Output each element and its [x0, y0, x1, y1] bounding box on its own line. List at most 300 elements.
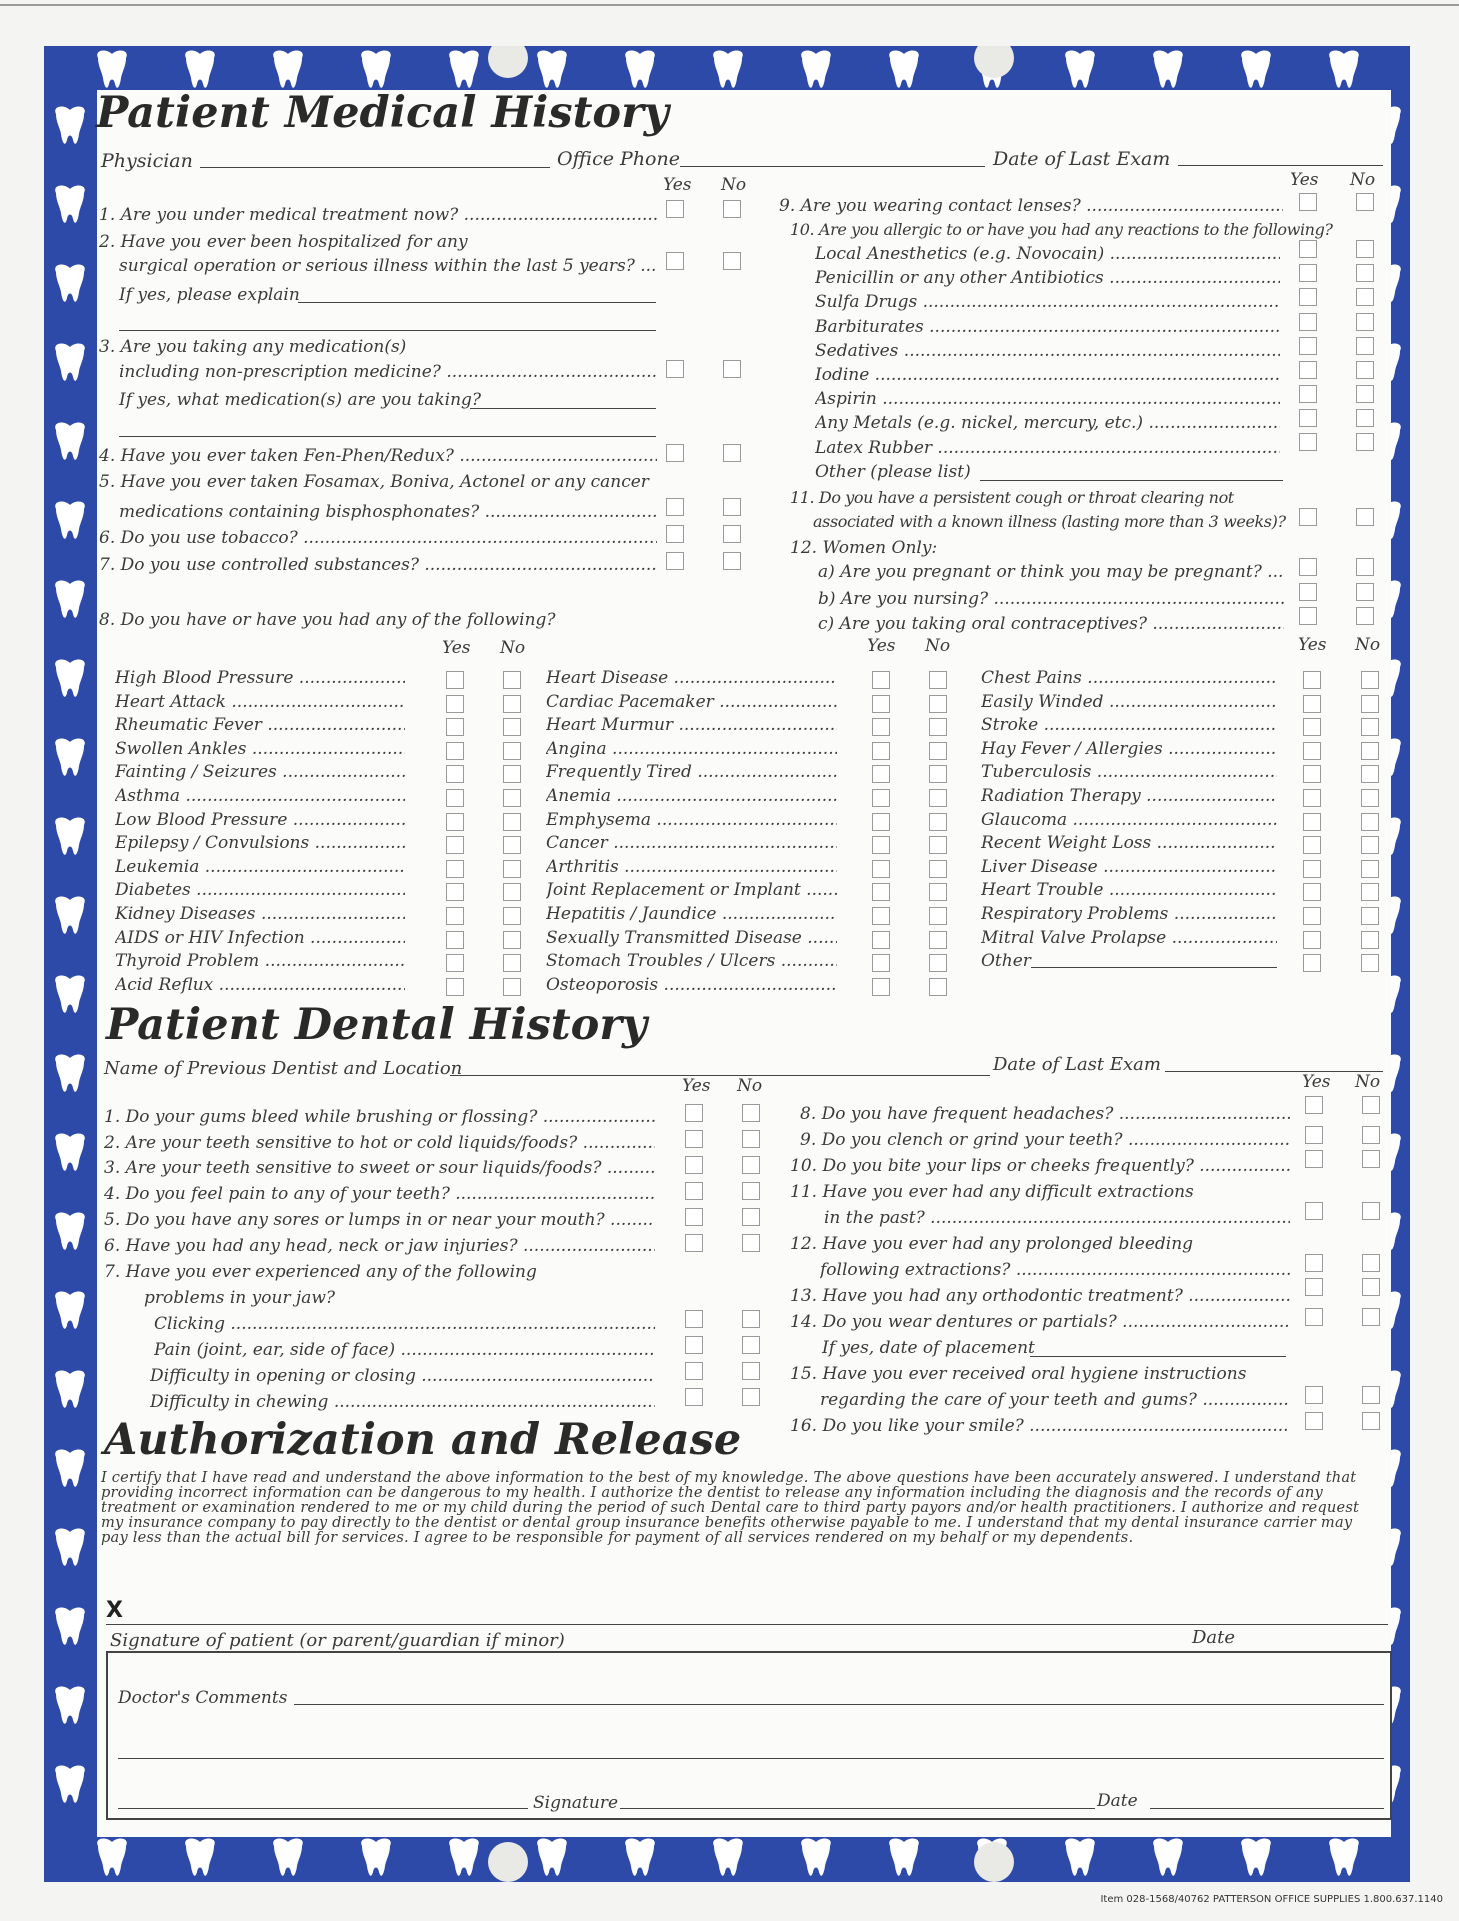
yes-checkbox[interactable] — [872, 978, 890, 996]
condition-item: Sexually Transmitted Disease ..... — [546, 928, 837, 948]
yes-header: Yes — [682, 1076, 711, 1096]
condition-item: Low Blood Pressure ..... — [115, 810, 405, 830]
dental-question: 12. Have you ever had any prolonged bleeding — [790, 1234, 1194, 1254]
condition-item: Swollen Ankles ..... — [115, 739, 405, 759]
patient-signature-field[interactable] — [106, 1624, 1388, 1625]
no-checkbox[interactable] — [503, 836, 521, 854]
no-checkbox[interactable] — [742, 1156, 760, 1174]
yes-checkbox[interactable] — [1299, 337, 1317, 355]
tooth-icon — [1241, 51, 1271, 88]
yes-checkbox[interactable] — [1299, 583, 1317, 601]
dental-question: If yes, date of placement — [822, 1338, 1035, 1358]
signature-x: X — [106, 1598, 123, 1623]
yes-checkbox[interactable] — [685, 1130, 703, 1148]
tooth-icon — [185, 51, 215, 88]
yes-checkbox[interactable] — [666, 498, 684, 516]
doctor-comments-line[interactable] — [294, 1704, 1384, 1705]
no-checkbox[interactable] — [503, 978, 521, 996]
no-checkbox[interactable] — [929, 813, 947, 831]
yes-checkbox[interactable] — [1305, 1386, 1323, 1404]
medical-question: If yes, what medication(s) are you taking? — [119, 390, 482, 410]
tooth-icon — [55, 976, 85, 1013]
dental-question: 13. Have you had any orthodontic treatment? ..... — [790, 1286, 1290, 1306]
medical-question: 12. Women Only: — [790, 538, 938, 558]
no-checkbox[interactable] — [929, 718, 947, 736]
no-checkbox[interactable] — [1362, 1202, 1380, 1220]
no-checkbox[interactable] — [1361, 883, 1379, 901]
yes-checkbox[interactable] — [1303, 765, 1321, 783]
no-checkbox[interactable] — [1361, 954, 1379, 972]
no-checkbox[interactable] — [503, 860, 521, 878]
tooth-icon — [889, 1839, 919, 1876]
yes-checkbox[interactable] — [666, 552, 684, 570]
medical-question: If yes, please explain — [119, 285, 300, 305]
no-checkbox[interactable] — [1356, 313, 1374, 331]
medical-question: 3. Are you taking any medication(s) — [99, 337, 407, 357]
yes-checkbox[interactable] — [1305, 1308, 1323, 1326]
yes-checkbox[interactable] — [666, 525, 684, 543]
yes-checkbox[interactable] — [1299, 288, 1317, 306]
medical-question: 1. Are you under medical treatment now? ..... — [99, 205, 657, 225]
office-phone-field[interactable] — [680, 166, 985, 167]
yes-checkbox[interactable] — [1303, 695, 1321, 713]
other-allergy-field[interactable] — [980, 480, 1283, 481]
medical-question: including non-prescription medicine? ..... — [119, 362, 657, 382]
no-checkbox[interactable] — [1362, 1126, 1380, 1144]
yes-checkbox[interactable] — [666, 444, 684, 462]
no-header: No — [1350, 170, 1376, 190]
tooth-icon — [55, 1213, 85, 1250]
no-checkbox[interactable] — [742, 1130, 760, 1148]
no-checkbox[interactable] — [1356, 409, 1374, 427]
no-checkbox[interactable] — [503, 742, 521, 760]
tooth-icon — [97, 51, 127, 88]
no-checkbox[interactable] — [929, 860, 947, 878]
condition-item: Other — [981, 951, 1031, 972]
tooth-icon — [273, 1839, 303, 1876]
yes-checkbox[interactable] — [446, 742, 464, 760]
yes-checkbox[interactable] — [685, 1310, 703, 1328]
yes-checkbox[interactable] — [1303, 671, 1321, 689]
tooth-icon — [449, 51, 479, 88]
other-condition-field[interactable] — [1031, 967, 1277, 968]
no-checkbox[interactable] — [723, 444, 741, 462]
yes-checkbox[interactable] — [685, 1234, 703, 1252]
yes-checkbox[interactable] — [685, 1336, 703, 1354]
yes-checkbox[interactable] — [685, 1156, 703, 1174]
allergy-item: Sulfa Drugs ..... — [815, 292, 1280, 312]
medication-field[interactable] — [470, 408, 656, 409]
no-checkbox[interactable] — [742, 1310, 760, 1328]
allergy-item: Other (please list) — [815, 461, 971, 482]
dental-question: in the past? ..... — [824, 1208, 1290, 1228]
yes-checkbox[interactable] — [872, 718, 890, 736]
condition-item: High Blood Pressure ..... — [115, 668, 405, 688]
no-checkbox[interactable] — [1362, 1278, 1380, 1296]
yes-checkbox[interactable] — [685, 1388, 703, 1406]
tooth-icon — [537, 1839, 567, 1876]
allergy-item: Local Anesthetics (e.g. Novocain) ..... — [815, 244, 1280, 264]
dental-question: Clicking ..... — [154, 1314, 655, 1334]
no-checkbox[interactable] — [1362, 1386, 1380, 1404]
no-checkbox[interactable] — [1356, 193, 1374, 211]
authorization-text: I certify that I have read and understand the above information to the best of my knowledge. The above questions have been accurately answered. I understand that providing incorrect information can be dangerous to my health. I authorize the dentist to release any information including the diagnosis and the records of any treatment or examination rendered to me or my child during the period of such Dental care to third party payors and/or health practitioners. I authorize and request my insurance company to pay directly to the dentist or dental group insurance benefits otherwise payable to me. I understand that my dental insurance carrier may pay less than the actual bill for services. I agree to be responsible for payment of all services rendered on my behalf or my dependents. — [101, 1469, 1360, 1546]
no-header: No — [737, 1076, 763, 1096]
yes-checkbox[interactable] — [872, 931, 890, 949]
tooth-icon — [1329, 1839, 1359, 1876]
yes-checkbox[interactable] — [1303, 883, 1321, 901]
no-checkbox[interactable] — [929, 765, 947, 783]
dental-question: 9. Do you clench or grind your teeth? ..... — [800, 1130, 1290, 1150]
tooth-icon — [55, 1055, 85, 1092]
no-checkbox[interactable] — [1361, 860, 1379, 878]
no-checkbox[interactable] — [742, 1234, 760, 1252]
yes-checkbox[interactable] — [1299, 193, 1317, 211]
condition-item: Thyroid Problem ..... — [115, 951, 405, 971]
no-checkbox[interactable] — [1361, 671, 1379, 689]
yes-checkbox[interactable] — [1303, 860, 1321, 878]
condition-item: Mitral Valve Prolapse ..... — [981, 928, 1277, 948]
condition-item: Heart Attack ..... — [115, 692, 405, 712]
no-checkbox[interactable] — [1356, 583, 1374, 601]
medical-question: 6. Do you use tobacco? ..... — [99, 528, 657, 548]
tooth-icon — [537, 51, 567, 88]
tooth-icon — [55, 1450, 85, 1487]
explain-field[interactable] — [298, 302, 656, 303]
dental-question: Difficulty in chewing ..... — [150, 1392, 655, 1412]
yes-header: Yes — [1298, 635, 1327, 655]
yes-checkbox[interactable] — [446, 978, 464, 996]
yes-checkbox[interactable] — [1305, 1278, 1323, 1296]
condition-item: Cardiac Pacemaker ..... — [546, 692, 837, 712]
no-checkbox[interactable] — [1361, 742, 1379, 760]
no-checkbox[interactable] — [503, 671, 521, 689]
condition-item: Emphysema ..... — [546, 810, 837, 830]
no-header: No — [1355, 1072, 1381, 1092]
no-checkbox[interactable] — [1361, 907, 1379, 925]
yes-checkbox[interactable] — [1303, 954, 1321, 972]
no-checkbox[interactable] — [742, 1182, 760, 1200]
no-checkbox[interactable] — [929, 883, 947, 901]
no-checkbox[interactable] — [1361, 718, 1379, 736]
no-checkbox[interactable] — [1362, 1254, 1380, 1272]
binder-hole — [974, 1842, 1014, 1882]
no-checkbox[interactable] — [929, 789, 947, 807]
date-last-exam-field[interactable] — [1178, 165, 1383, 166]
yes-checkbox[interactable] — [872, 789, 890, 807]
allergy-item: Sedatives ..... — [815, 341, 1280, 361]
dental-question: 8. Do you have frequent headaches? ..... — [800, 1104, 1290, 1124]
no-checkbox[interactable] — [1356, 337, 1374, 355]
tooth-icon — [55, 1371, 85, 1408]
medical-question: 9. Are you wearing contact lenses? ..... — [779, 196, 1283, 216]
yes-header: Yes — [1290, 170, 1319, 190]
no-checkbox[interactable] — [503, 883, 521, 901]
no-checkbox[interactable] — [1362, 1412, 1380, 1430]
dental-date-label: Date of Last Exam — [993, 1054, 1161, 1075]
yes-checkbox[interactable] — [446, 860, 464, 878]
tooth-icon — [449, 1839, 479, 1876]
condition-item: Asthma ..... — [115, 786, 405, 806]
no-checkbox[interactable] — [929, 836, 947, 854]
no-checkbox[interactable] — [1356, 361, 1374, 379]
condition-item: Liver Disease ..... — [981, 857, 1277, 877]
allergy-item: Latex Rubber ..... — [815, 438, 1280, 458]
yes-header: Yes — [663, 175, 692, 195]
yes-checkbox[interactable] — [446, 695, 464, 713]
yes-checkbox[interactable] — [666, 252, 684, 270]
yes-checkbox[interactable] — [1299, 313, 1317, 331]
yes-header: Yes — [1302, 1072, 1331, 1092]
no-checkbox[interactable] — [1356, 433, 1374, 451]
no-header: No — [925, 636, 951, 656]
placement-date-field[interactable] — [1030, 1356, 1286, 1357]
no-header: No — [1355, 635, 1381, 655]
condition-item: Radiation Therapy ..... — [981, 786, 1277, 806]
yes-checkbox[interactable] — [1303, 907, 1321, 925]
no-checkbox[interactable] — [1361, 789, 1379, 807]
yes-checkbox[interactable] — [666, 360, 684, 378]
no-checkbox[interactable] — [1361, 695, 1379, 713]
no-checkbox[interactable] — [723, 360, 741, 378]
tooth-icon — [185, 1839, 215, 1876]
yes-checkbox[interactable] — [1303, 813, 1321, 831]
tooth-icon — [55, 265, 85, 302]
yes-checkbox[interactable] — [446, 718, 464, 736]
tooth-icon — [55, 502, 85, 539]
page-title: Patient Medical History — [96, 88, 669, 138]
no-checkbox[interactable] — [1362, 1150, 1380, 1168]
no-checkbox[interactable] — [503, 813, 521, 831]
no-checkbox[interactable] — [929, 978, 947, 996]
doctor-comments-line-3[interactable] — [118, 1808, 528, 1809]
medical-question: a) Are you pregnant or think you may be pregnant? ..... — [818, 562, 1284, 582]
yes-checkbox[interactable] — [446, 931, 464, 949]
yes-checkbox[interactable] — [1305, 1150, 1323, 1168]
dental-question: following extractions? ..... — [820, 1260, 1290, 1280]
tooth-icon — [55, 1766, 85, 1803]
tooth-icon — [55, 107, 85, 144]
dental-question: 7. Have you ever experienced any of the following — [104, 1262, 537, 1282]
yes-checkbox[interactable] — [446, 883, 464, 901]
yes-checkbox[interactable] — [1299, 558, 1317, 576]
no-checkbox[interactable] — [723, 252, 741, 270]
no-checkbox[interactable] — [1362, 1308, 1380, 1326]
no-checkbox[interactable] — [742, 1388, 760, 1406]
yes-checkbox[interactable] — [872, 695, 890, 713]
yes-checkbox[interactable] — [446, 907, 464, 925]
yes-checkbox[interactable] — [1305, 1202, 1323, 1220]
yes-checkbox[interactable] — [1305, 1412, 1323, 1430]
medical-question: 7. Do you use controlled substances? ..... — [99, 555, 657, 575]
allergy-item: Barbiturates ..... — [815, 317, 1280, 337]
yes-checkbox[interactable] — [1303, 836, 1321, 854]
doctor-comments-box[interactable] — [106, 1651, 1392, 1820]
no-checkbox[interactable] — [929, 954, 947, 972]
condition-item: Rheumatic Fever ..... — [115, 715, 405, 735]
dental-question: Difficulty in opening or closing ..... — [150, 1366, 655, 1386]
yes-checkbox[interactable] — [1299, 240, 1317, 258]
no-checkbox[interactable] — [503, 954, 521, 972]
dental-question: regarding the care of your teeth and gums? ..... — [820, 1390, 1290, 1410]
patient-signature-label: Signature of patient (or parent/guardian if minor) — [110, 1630, 565, 1651]
dental-question: 3. Are your teeth sensitive to sweet or sour liquids/foods? ..... — [104, 1158, 655, 1178]
condition-item: Acid Reflux ..... — [115, 975, 405, 995]
yes-checkbox[interactable] — [872, 860, 890, 878]
medical-question: surgical operation or serious illness within the last 5 years? ..... — [119, 256, 657, 276]
no-checkbox[interactable] — [742, 1362, 760, 1380]
yes-checkbox[interactable] — [685, 1208, 703, 1226]
condition-item: Glaucoma ..... — [981, 810, 1277, 830]
yes-checkbox[interactable] — [1305, 1254, 1323, 1272]
prev-dentist-field[interactable] — [450, 1075, 990, 1076]
dental-title: Patient Dental History — [106, 1000, 647, 1050]
yes-checkbox[interactable] — [685, 1182, 703, 1200]
yes-checkbox[interactable] — [872, 765, 890, 783]
no-checkbox[interactable] — [1356, 240, 1374, 258]
no-checkbox[interactable] — [742, 1104, 760, 1122]
yes-checkbox[interactable] — [872, 813, 890, 831]
condition-item: Tuberculosis ..... — [981, 762, 1277, 782]
yes-checkbox[interactable] — [872, 671, 890, 689]
medical-question: 11. Do you have a persistent cough or throat clearing not — [790, 488, 1234, 507]
condition-item: Respiratory Problems ..... — [981, 904, 1277, 924]
no-checkbox[interactable] — [1356, 385, 1374, 403]
yes-checkbox[interactable] — [1303, 931, 1321, 949]
yes-checkbox[interactable] — [872, 883, 890, 901]
yes-checkbox[interactable] — [1305, 1096, 1323, 1114]
yes-checkbox[interactable] — [685, 1362, 703, 1380]
date-last-exam-label: Date of Last Exam — [993, 148, 1171, 170]
no-checkbox[interactable] — [503, 789, 521, 807]
yes-checkbox[interactable] — [872, 907, 890, 925]
top-rule — [0, 4, 1459, 6]
yes-checkbox[interactable] — [1299, 385, 1317, 403]
doctor-comments-line-2[interactable] — [118, 1758, 1384, 1759]
yes-checkbox[interactable] — [872, 742, 890, 760]
dental-question: 6. Have you had any head, neck or jaw injuries? ..... — [104, 1236, 655, 1256]
tooth-icon — [55, 660, 85, 697]
yes-checkbox[interactable] — [446, 765, 464, 783]
no-checkbox[interactable] — [742, 1208, 760, 1226]
yes-checkbox[interactable] — [872, 954, 890, 972]
yes-checkbox[interactable] — [446, 954, 464, 972]
medical-question: 5. Have you ever taken Fosamax, Boniva, Actonel or any cancer — [99, 472, 649, 492]
tooth-icon — [55, 897, 85, 934]
tooth-icon — [55, 344, 85, 381]
doctor-signature-field[interactable] — [620, 1808, 1095, 1809]
dental-question: 11. Have you ever had any difficult extractions — [790, 1182, 1194, 1202]
yes-checkbox[interactable] — [1299, 433, 1317, 451]
no-checkbox[interactable] — [1356, 558, 1374, 576]
binder-hole — [488, 1842, 528, 1882]
yes-checkbox[interactable] — [685, 1104, 703, 1122]
tooth-icon — [889, 51, 919, 88]
no-checkbox[interactable] — [1361, 836, 1379, 854]
no-checkbox[interactable] — [1356, 508, 1374, 526]
no-checkbox[interactable] — [929, 671, 947, 689]
no-checkbox[interactable] — [1361, 765, 1379, 783]
condition-item: Hay Fever / Allergies ..... — [981, 739, 1277, 759]
authorization-title: Authorization and Release — [104, 1415, 742, 1465]
no-checkbox[interactable] — [503, 765, 521, 783]
no-checkbox[interactable] — [929, 931, 947, 949]
tooth-icon — [273, 51, 303, 88]
condition-item: Hepatitis / Jaundice ..... — [546, 904, 837, 924]
no-checkbox[interactable] — [723, 498, 741, 516]
yes-checkbox[interactable] — [1303, 789, 1321, 807]
yes-checkbox[interactable] — [446, 789, 464, 807]
explain-field-2[interactable] — [119, 330, 656, 331]
no-checkbox[interactable] — [1361, 813, 1379, 831]
yes-header: Yes — [867, 636, 896, 656]
no-checkbox[interactable] — [929, 695, 947, 713]
no-checkbox[interactable] — [929, 907, 947, 925]
condition-item: Osteoporosis ..... — [546, 975, 837, 995]
yes-checkbox[interactable] — [1299, 264, 1317, 282]
tooth-icon — [55, 423, 85, 460]
no-checkbox[interactable] — [503, 695, 521, 713]
yes-checkbox[interactable] — [666, 200, 684, 218]
allergy-item: Any Metals (e.g. nickel, mercury, etc.) ..... — [815, 413, 1280, 433]
tooth-icon — [55, 1529, 85, 1566]
allergy-item: Penicillin or any other Antibiotics ..... — [815, 268, 1280, 288]
dental-question: problems in your jaw? — [144, 1288, 336, 1308]
yes-checkbox[interactable] — [1299, 508, 1317, 526]
yes-checkbox[interactable] — [872, 836, 890, 854]
medical-question: c) Are you taking oral contraceptives? ..... — [818, 614, 1284, 634]
office-phone-label: Office Phone — [557, 148, 680, 170]
yes-checkbox[interactable] — [446, 836, 464, 854]
no-checkbox[interactable] — [503, 907, 521, 925]
yes-checkbox[interactable] — [1299, 607, 1317, 625]
condition-item: Fainting / Seizures ..... — [115, 762, 405, 782]
no-checkbox[interactable] — [723, 525, 741, 543]
no-checkbox[interactable] — [723, 200, 741, 218]
no-checkbox[interactable] — [1361, 931, 1379, 949]
condition-item: Leukemia ..... — [115, 857, 405, 877]
yes-checkbox[interactable] — [1305, 1126, 1323, 1144]
medical-question: 2. Have you ever been hospitalized for any — [99, 232, 468, 252]
dental-date-field[interactable] — [1165, 1071, 1383, 1072]
yes-checkbox[interactable] — [446, 813, 464, 831]
yes-checkbox[interactable] — [1303, 742, 1321, 760]
no-checkbox[interactable] — [1356, 264, 1374, 282]
yes-checkbox[interactable] — [1299, 361, 1317, 379]
no-checkbox[interactable] — [929, 742, 947, 760]
medical-question: 4. Have you ever taken Fen-Phen/Redux? ..... — [99, 446, 657, 466]
no-checkbox[interactable] — [503, 931, 521, 949]
question-8: 8. Do you have or have you had any of the following? — [99, 610, 556, 630]
no-checkbox[interactable] — [1356, 607, 1374, 625]
no-checkbox[interactable] — [503, 718, 521, 736]
condition-item: Easily Winded ..... — [981, 692, 1277, 712]
no-checkbox[interactable] — [1356, 288, 1374, 306]
yes-checkbox[interactable] — [446, 671, 464, 689]
tooth-icon — [625, 51, 655, 88]
no-checkbox[interactable] — [742, 1336, 760, 1354]
yes-checkbox[interactable] — [1303, 718, 1321, 736]
dental-question: 14. Do you wear dentures or partials? ..... — [790, 1312, 1290, 1332]
no-checkbox[interactable] — [723, 552, 741, 570]
medication-field-2[interactable] — [119, 436, 656, 437]
tooth-icon — [55, 1292, 85, 1329]
footer-item-number: Item 028-1568/40762 PATTERSON OFFICE SUPPLIES 1.800.637.1140 — [1100, 1894, 1443, 1905]
no-checkbox[interactable] — [1362, 1096, 1380, 1114]
physician-field[interactable] — [200, 167, 550, 168]
yes-checkbox[interactable] — [1299, 409, 1317, 427]
doctor-date-field[interactable] — [1150, 1808, 1384, 1809]
